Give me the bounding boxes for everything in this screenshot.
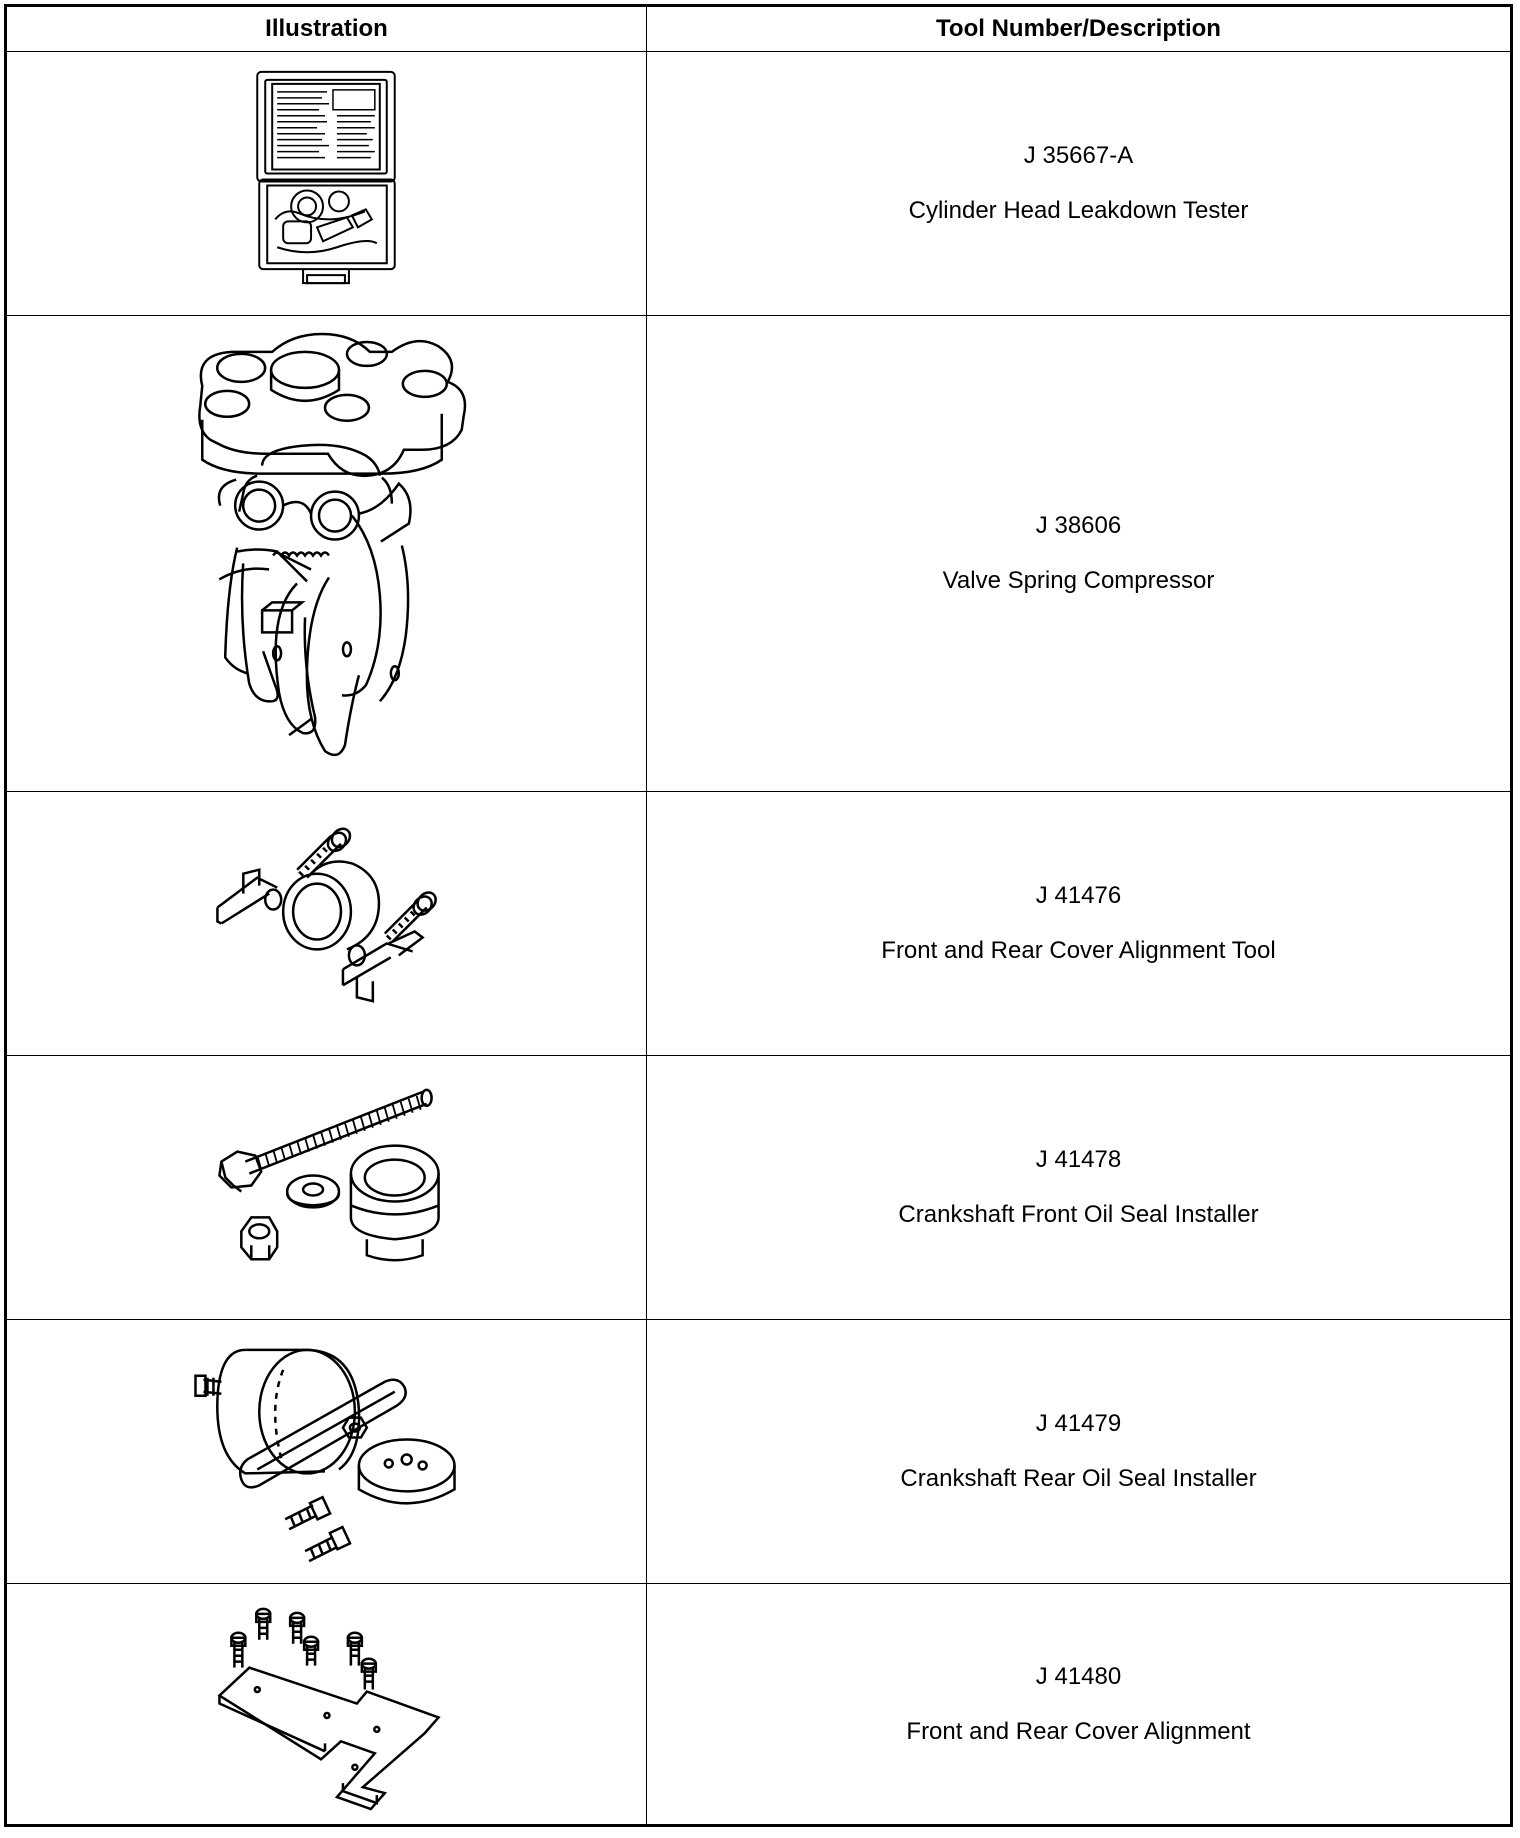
rear-oil-seal-installer-icon xyxy=(7,1320,647,1583)
tool-description: Front and Rear Cover Alignment xyxy=(906,1717,1251,1745)
illustration-cell xyxy=(7,1056,647,1319)
table-row xyxy=(7,1583,1510,1824)
table-row xyxy=(7,1055,1510,1319)
header-illustration: Illustration xyxy=(7,7,647,51)
special-tools-table xyxy=(4,4,1513,1827)
tool-description: Crankshaft Rear Oil Seal Installer xyxy=(900,1465,1257,1492)
tool-description-cell xyxy=(647,1056,1510,1319)
table-row xyxy=(7,791,1510,1055)
tool-description: Cylinder Head Leakdown Tester xyxy=(908,197,1249,224)
tool-description: Front and Rear Cover Alignment Tool xyxy=(881,937,1276,964)
illustration-cell xyxy=(7,316,647,791)
tool-number: J 41479 xyxy=(1035,1410,1122,1437)
tool-description-cell xyxy=(647,316,1510,791)
illustration-cell xyxy=(7,52,647,315)
tool-description-cell xyxy=(647,52,1510,315)
tool-number: J 41480 xyxy=(1035,1662,1122,1690)
tool-number: J 38606 xyxy=(1035,512,1122,539)
illustration-cell xyxy=(7,1584,647,1824)
table-row xyxy=(7,51,1510,315)
illustration-cell xyxy=(7,792,647,1055)
tool-number: J 35667-A xyxy=(1023,142,1134,169)
leakdown-tester-case-icon xyxy=(7,52,647,315)
valve-spring-compressor-icon xyxy=(7,316,647,791)
tool-number: J 41476 xyxy=(1035,882,1122,909)
tool-description: Crankshaft Front Oil Seal Installer xyxy=(898,1201,1259,1228)
cover-alignment-tool-icon xyxy=(7,792,647,1055)
tool-description-cell xyxy=(647,1320,1510,1583)
front-oil-seal-installer-icon xyxy=(7,1056,647,1319)
tool-description-cell xyxy=(647,792,1510,1055)
table-row xyxy=(7,1319,1510,1583)
tool-number: J 41478 xyxy=(1035,1146,1122,1173)
cover-alignment-plate-icon xyxy=(7,1584,647,1824)
header-tool-number-description: Tool Number/Description xyxy=(936,15,1221,42)
table-header-row xyxy=(7,7,1510,51)
tool-description-cell xyxy=(647,1584,1510,1824)
table-row xyxy=(7,315,1510,791)
illustration-cell xyxy=(7,1320,647,1583)
tool-description: Valve Spring Compressor xyxy=(942,567,1215,594)
